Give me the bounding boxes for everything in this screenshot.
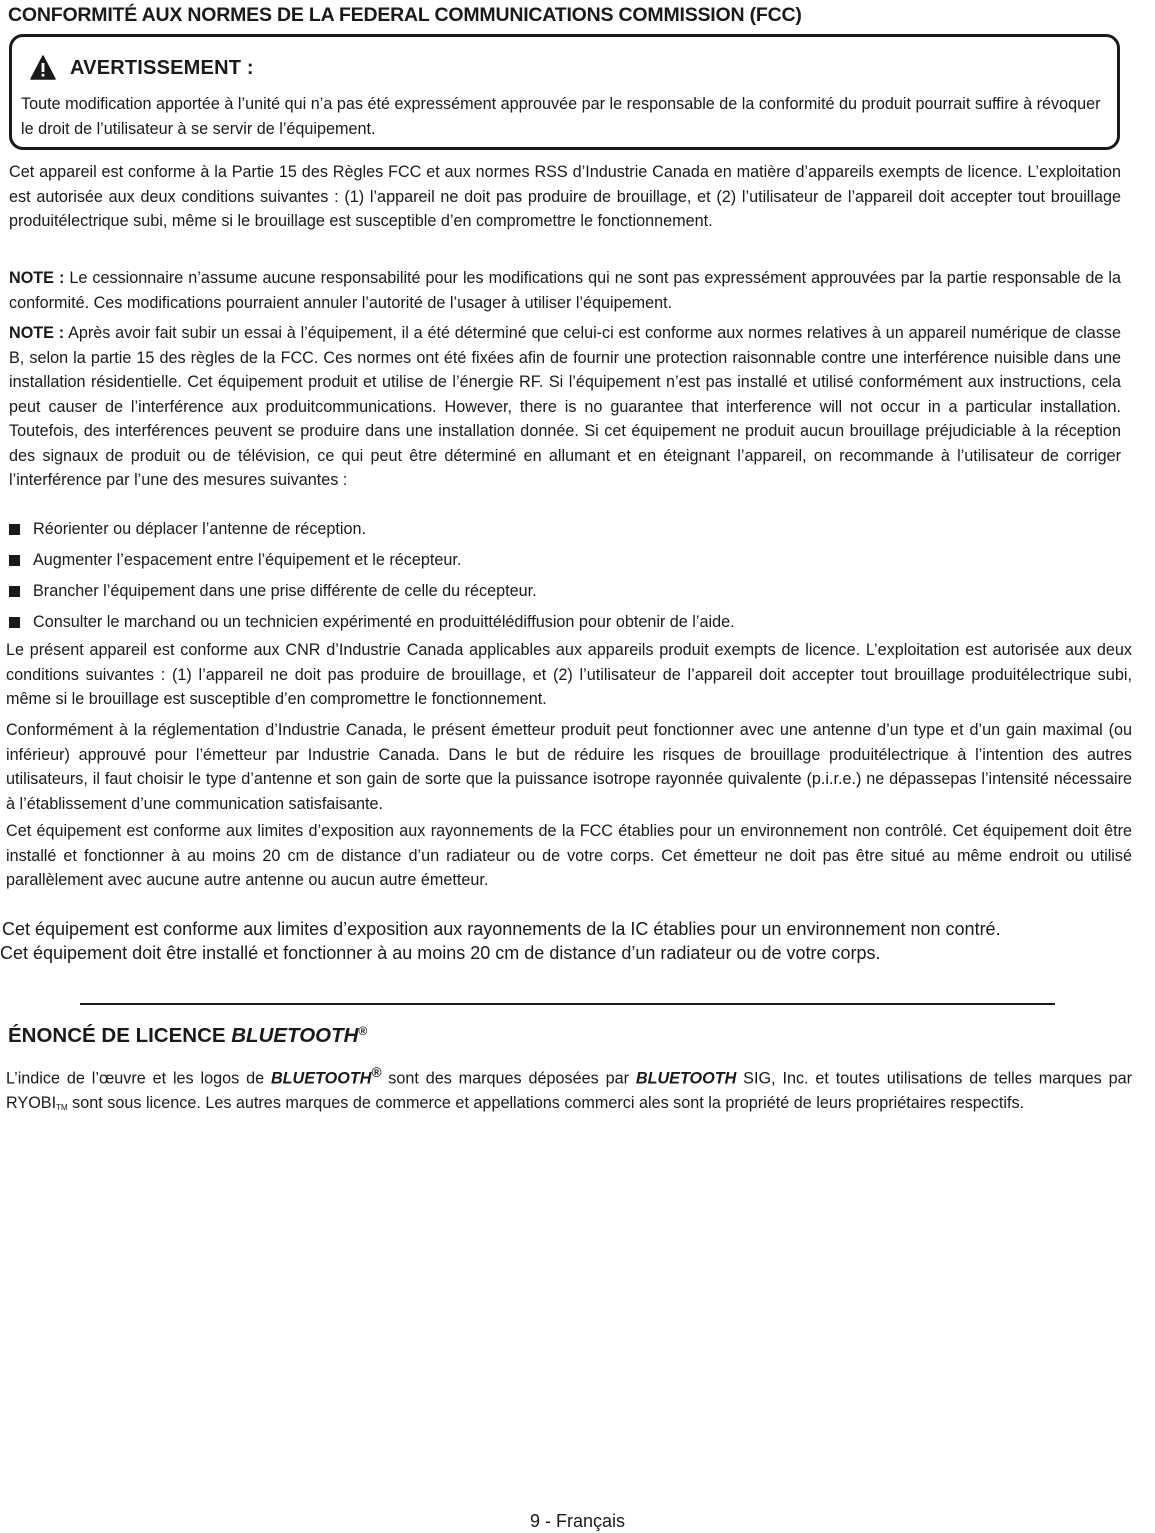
bluetooth-license-text: L’indice de l’œuvre et les logos de BLUETOOTH® sont des marques déposées par BLUETOOTH SIG, Inc. et toutes utilisations de telles marques par RYOBITM sont sous licence. Les autres marques de commerce et appellations commerci ales sont la propriété de leurs propriétaires respectifs. xyxy=(6,1065,1132,1112)
note-label: NOTE : xyxy=(9,269,65,287)
ic-antenna-paragraph: Conformément à la réglementation d’Industrie Canada, le présent émetteur produit peut fonctionner avec une antenne d’un type et d’un gain maximal (ou inférieur) approuvé pour l’émetteur par Industrie Canada. Dans le but de réduire les risques de brouillage produitélectrique à l’intention des autres utilisateurs, il faut choisir le type d’antenne et son gain de sorte que la puissance isotrope rayonnée quivalente (p.i.r.e.) ne dépassepas l’intensité nécessaire à l’établissement d’une communication satisfaisante. xyxy=(6,721,1132,813)
ic-cnr-paragraph: Le présent appareil est conforme aux CNR d’Industrie Canada applicables aux appareils produit exempts de licence. L’exploitation est autorisée aux deux conditions suivantes : (1) l’appareil ne doit pas produire de brouillage, et (2) l’utilisateur de l’appareil doit accepter tout brouillage produitélectrique subi, même si le brouillage est susceptible d’en compromettre le fonctionnement. xyxy=(6,641,1132,708)
note-text: Le cessionnaire n’assume aucune responsabilité pour les modifications qui ne sont pas expressément approuvées par la partie responsable de la conformité. Ces modifications pourraient annuler l’autorité de l’usager à utiliser l’équipement. xyxy=(9,269,1121,312)
ic-exposure-line-1: Cet équipement est conforme aux limites d’exposition aux rayonnements de la IC établies pour un environnement non contré. xyxy=(2,919,1001,939)
warning-text: Toute modification apportée à l’unité qui n’a pas été expressément approuvée par le responsable de la conformité du produit pourrait suffire à révoquer le droit de l’utilisateur à se servir de l’équipement. xyxy=(21,95,1101,138)
warning-box xyxy=(9,34,1120,150)
bullet-square-icon xyxy=(9,524,20,535)
list-item: Augmenter l’espacement entre l’équipement et le récepteur. xyxy=(8,548,461,572)
warning-header xyxy=(30,53,254,83)
list-item: Consulter le marchand ou un technicien expérimenté en produittélédiffusion pour obtenir de l’aide. xyxy=(8,610,735,634)
page-number: 9 - Français xyxy=(529,1511,626,1531)
ic-exposure-line-2: Cet équipement doit être installé et fonctionner à au moins 20 cm de distance d’un radiateur ou de votre corps. xyxy=(0,943,881,963)
warning-title: AVERTISSEMENT : xyxy=(70,56,254,79)
list-item: Brancher l’équipement dans une prise différente de celle du récepteur. xyxy=(8,579,537,603)
fcc-exposure-paragraph: Cet équipement est conforme aux limites d’exposition aux rayonnements de la FCC établies pour un environnement non contrôlé. Cet équipement doit être installé et fonctionner à au moins 20 cm de distance d’un radiateur ou de votre corps. Cet émetteur ne doit pas être situé au même endroit ou utilisé parallèlement avec aucune autre antenne ou aucun autre émetteur. xyxy=(6,822,1132,889)
note-text: Après avoir fait subir un essai à l’équipement, il a été déterminé que celui-ci est conforme aux normes relatives à un appareil numérique de classe B, selon la partie 15 des règles de la FCC. Ces normes ont été fixées afin de fournir une protection raisonnable contre une interférence nuisible dans une installation résidentielle. Cet équipement produit et utilise de l’énergie RF. Si l’équipement n’est pas installé et utilisé conformément aux instructions, cela peut causer de l’interférence aux produitcommunications. However, there is no guarantee that interference will not occur in a particular installation. Toutefois, des interférences peuvent se produire dans une installation donnée. Si cet équipement ne produit aucun brouillage préjudiciable à la réception des signaux de produit ou de télévision, ce qui peut être déterminé en allumant et en éteignant l’appareil, on recommande à l’utilisateur de corriger l’interférence par l’une des mesures suivantes : xyxy=(9,324,1122,489)
note-responsibility xyxy=(9,266,1121,315)
note-label: NOTE : xyxy=(9,324,65,342)
fcc-section-title: CONFORMITÉ AUX NORMES DE LA FEDERAL COMMUNICATIONS COMMISSION (FCC) xyxy=(8,4,802,26)
bullet-square-icon xyxy=(9,617,20,628)
bluetooth-section-title: ÉNONCÉ DE LICENCE BLUETOOTH® xyxy=(8,1024,368,1047)
section-divider xyxy=(80,1003,1055,1005)
fcc-compliance-paragraph: Cet appareil est conforme à la Partie 15 des Règles FCC et aux normes RSS d’Industrie Canada en matière d’appareils exempts de licence. L’exploitation est autorisée aux deux conditions suivantes : (1) l’appareil ne doit pas produire de brouillage, et (2) l’utilisateur de l’appareil doit accepter tout brouillage produitélectrique subi, même si le brouillage est susceptible d’en compromettre le fonctionnement. xyxy=(9,163,1121,230)
bullet-square-icon xyxy=(9,586,20,597)
warning-triangle-icon xyxy=(30,55,56,81)
list-item: Réorienter ou déplacer l’antenne de réception. xyxy=(8,517,366,541)
note-class-b xyxy=(9,321,1121,493)
bullet-square-icon xyxy=(9,555,20,566)
